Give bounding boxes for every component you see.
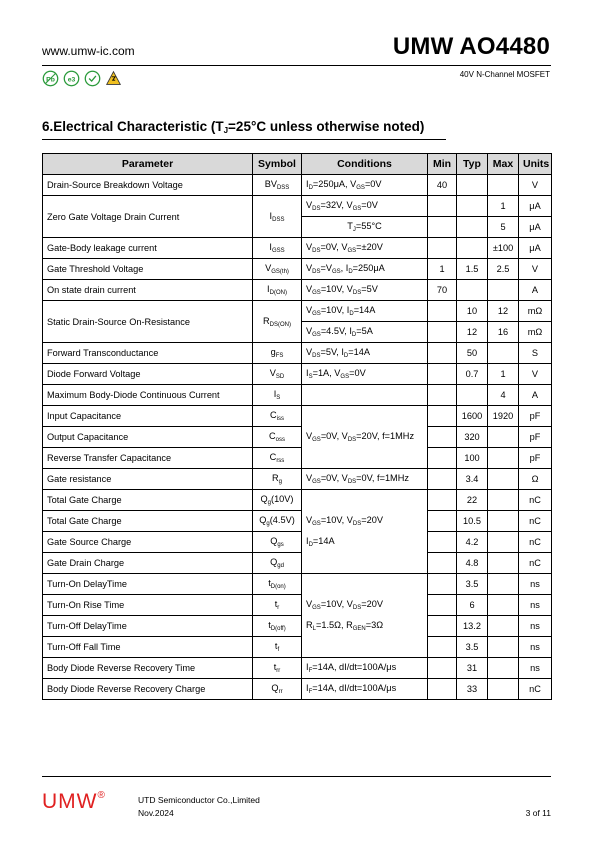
typ-cell: 0.7 bbox=[457, 364, 488, 385]
unit-cell: nC bbox=[519, 532, 552, 553]
typ-cell: 6 bbox=[457, 595, 488, 616]
param-cell: Body Diode Reverse Recovery Time bbox=[43, 658, 253, 679]
typ-cell: 10 bbox=[457, 301, 488, 322]
symbol-cell: $I_{GSS}$ bbox=[253, 238, 302, 259]
typ-cell: 320 bbox=[457, 427, 488, 448]
min-cell bbox=[428, 322, 457, 343]
min-cell bbox=[428, 511, 457, 532]
min-cell bbox=[428, 364, 457, 385]
max-cell bbox=[488, 280, 519, 301]
heading-underline bbox=[42, 139, 446, 140]
condition-cell: $I_S=1A$, $V_{GS}=0V$ bbox=[302, 364, 428, 385]
typ-cell: 33 bbox=[457, 679, 488, 700]
symbol-cell: $I_{D(ON)}$ bbox=[253, 280, 302, 301]
unit-cell: A bbox=[519, 385, 552, 406]
min-cell bbox=[428, 595, 457, 616]
min-cell bbox=[428, 532, 457, 553]
max-cell bbox=[488, 553, 519, 574]
header-max: Max bbox=[488, 154, 519, 175]
min-cell bbox=[428, 490, 457, 511]
unit-cell: ns bbox=[519, 595, 552, 616]
symbol-cell: $I_{DSS}$ bbox=[253, 196, 302, 238]
param-cell: Forward Transconductance bbox=[43, 343, 253, 364]
param-cell: Total Gate Charge bbox=[43, 511, 253, 532]
unit-cell: nC bbox=[519, 490, 552, 511]
max-cell bbox=[488, 679, 519, 700]
symbol-cell: $R_g$ bbox=[253, 469, 302, 490]
param-cell: Gate-Body leakage current bbox=[43, 238, 253, 259]
max-cell: 5 bbox=[488, 217, 519, 238]
min-cell bbox=[428, 469, 457, 490]
unit-cell: ns bbox=[519, 616, 552, 637]
min-cell bbox=[428, 238, 457, 259]
min-cell bbox=[428, 637, 457, 658]
table-row bbox=[43, 406, 552, 427]
unit-cell: μA bbox=[519, 196, 552, 217]
unit-cell: mΩ bbox=[519, 301, 552, 322]
unit-cell: ns bbox=[519, 637, 552, 658]
symbol-cell: $t_r$ bbox=[253, 595, 302, 616]
min-cell bbox=[428, 406, 457, 427]
condition-cell: $V_{GS}=0V$, $V_{DS}=0V$, f=1MHz bbox=[302, 469, 428, 490]
unit-cell: A bbox=[519, 280, 552, 301]
param-cell: On state drain current bbox=[43, 280, 253, 301]
condition-cell: $V_{GS}=0V$, $V_{DS}=20V$, f=1MHz bbox=[302, 406, 428, 469]
condition-cell: $T_J=55^\circ C$ bbox=[302, 217, 428, 238]
symbol-cell: $C_{oss}$ bbox=[253, 427, 302, 448]
unit-cell: pF bbox=[519, 427, 552, 448]
typ-cell: 100 bbox=[457, 448, 488, 469]
table-row bbox=[43, 574, 552, 595]
publication-date: Nov.2024 bbox=[138, 808, 174, 818]
max-cell bbox=[488, 616, 519, 637]
unit-cell: nC bbox=[519, 511, 552, 532]
unit-cell: mΩ bbox=[519, 322, 552, 343]
electrical-characteristics-table bbox=[42, 153, 552, 700]
part-number: UMW AO4480 bbox=[392, 33, 550, 60]
symbol-cell: $BV_{DSS}$ bbox=[253, 175, 302, 196]
typ-cell: 1600 bbox=[457, 406, 488, 427]
svg-text:e3: e3 bbox=[67, 76, 76, 84]
symbol-cell: $Q_{gs}$ bbox=[253, 532, 302, 553]
condition-cell: $V_{GS}=10V$, $V_{DS}=20V$ $R_L=1.5\Omega$, $R_{GEN}=3\Omega$ bbox=[302, 574, 428, 658]
max-cell: 4 bbox=[488, 385, 519, 406]
max-cell: 16 bbox=[488, 322, 519, 343]
table-row bbox=[43, 679, 552, 700]
condition-cell: $V_{DS}=5V$, $I_D=14A$ bbox=[302, 343, 428, 364]
condition-cell: $I_F=14A$, dI/dt=100A/μs bbox=[302, 679, 428, 700]
table-row bbox=[43, 595, 552, 616]
unit-cell: pF bbox=[519, 448, 552, 469]
unit-cell: V bbox=[519, 364, 552, 385]
symbol-cell: $I_S$ bbox=[253, 385, 302, 406]
symbol-cell: $g_{FS}$ bbox=[253, 343, 302, 364]
symbol-cell: $t_f$ bbox=[253, 637, 302, 658]
svg-text:Pb: Pb bbox=[46, 76, 55, 84]
typ-cell bbox=[457, 217, 488, 238]
unit-cell: Ω bbox=[519, 469, 552, 490]
symbol-cell: $t_{D(off)}$ bbox=[253, 616, 302, 637]
param-cell: Reverse Transfer Capacitance bbox=[43, 448, 253, 469]
typ-cell: 10.5 bbox=[457, 511, 488, 532]
company-name: UTD Semiconductor Co.,Limited bbox=[138, 795, 260, 805]
max-cell: 1 bbox=[488, 364, 519, 385]
typ-cell: 3.5 bbox=[457, 574, 488, 595]
pb-free-icon bbox=[42, 70, 59, 87]
symbol-cell: $t_{rr}$ bbox=[253, 658, 302, 679]
typ-cell bbox=[457, 196, 488, 217]
table-row bbox=[43, 175, 552, 196]
unit-cell: pF bbox=[519, 406, 552, 427]
min-cell bbox=[428, 448, 457, 469]
param-cell: Output Capacitance bbox=[43, 427, 253, 448]
symbol-cell: $Q_g(4.5V)$ bbox=[253, 511, 302, 532]
header-min: Min bbox=[428, 154, 457, 175]
max-cell bbox=[488, 427, 519, 448]
header-typ: Typ bbox=[457, 154, 488, 175]
table-row bbox=[43, 301, 552, 322]
table-row bbox=[43, 532, 552, 553]
table-row bbox=[43, 490, 552, 511]
min-cell bbox=[428, 196, 457, 217]
compliance-badges bbox=[42, 70, 122, 87]
rohs-icon bbox=[84, 70, 101, 87]
param-cell: Turn-On DelayTime bbox=[43, 574, 253, 595]
max-cell bbox=[488, 595, 519, 616]
max-cell bbox=[488, 511, 519, 532]
typ-cell: 22 bbox=[457, 490, 488, 511]
param-cell: Static Drain-Source On-Resistance bbox=[43, 301, 253, 343]
max-cell: 1920 bbox=[488, 406, 519, 427]
table-row bbox=[43, 616, 552, 637]
table-row bbox=[43, 196, 552, 217]
max-cell: 1 bbox=[488, 196, 519, 217]
typ-cell: 3.4 bbox=[457, 469, 488, 490]
table-header-row bbox=[43, 154, 552, 175]
symbol-cell: $Q_{rr}$ bbox=[253, 679, 302, 700]
condition-cell: $I_D=250\mu A$, $V_{GS}=0V$ bbox=[302, 175, 428, 196]
condition-cell: $V_{GS}=10V$, $I_D=14A$ bbox=[302, 301, 428, 322]
table-row bbox=[43, 280, 552, 301]
param-cell: Gate Source Charge bbox=[43, 532, 253, 553]
min-cell bbox=[428, 427, 457, 448]
param-cell: Diode Forward Voltage bbox=[43, 364, 253, 385]
condition-cell: $V_{GS}=10V$, $V_{DS}=20V$ $I_D=14A$ bbox=[302, 490, 428, 574]
max-cell: 2.5 bbox=[488, 259, 519, 280]
param-cell: Zero Gate Voltage Drain Current bbox=[43, 196, 253, 238]
condition-cell: $V_{DS}=0V$, $V_{GS}=\pm 20V$ bbox=[302, 238, 428, 259]
unit-cell: ns bbox=[519, 574, 552, 595]
typ-cell bbox=[457, 280, 488, 301]
table-row bbox=[43, 385, 552, 406]
min-cell bbox=[428, 616, 457, 637]
device-subtitle: 40V N-Channel MOSFET bbox=[459, 70, 550, 79]
condition-cell: $I_F=14A$, dI/dt=100A/μs bbox=[302, 658, 428, 679]
max-cell bbox=[488, 175, 519, 196]
table-row bbox=[43, 553, 552, 574]
param-cell: Body Diode Reverse Recovery Charge bbox=[43, 679, 253, 700]
symbol-cell: $C_{rss}$ bbox=[253, 448, 302, 469]
min-cell: 70 bbox=[428, 280, 457, 301]
typ-cell: 4.2 bbox=[457, 532, 488, 553]
param-cell: Turn-Off Fall Time bbox=[43, 637, 253, 658]
param-cell: Input Capacitance bbox=[43, 406, 253, 427]
min-cell: 1 bbox=[428, 259, 457, 280]
table-row bbox=[43, 364, 552, 385]
param-cell: Maximum Body-Diode Continuous Current bbox=[43, 385, 253, 406]
typ-cell: 12 bbox=[457, 322, 488, 343]
param-cell: Total Gate Charge bbox=[43, 490, 253, 511]
symbol-cell: $R_{DS(ON)}$ bbox=[253, 301, 302, 343]
typ-cell: 3.5 bbox=[457, 637, 488, 658]
min-cell bbox=[428, 343, 457, 364]
param-cell: Turn-On Rise Time bbox=[43, 595, 253, 616]
table-row bbox=[43, 637, 552, 658]
param-cell: Turn-Off DelayTime bbox=[43, 616, 253, 637]
typ-cell bbox=[457, 385, 488, 406]
typ-cell: 50 bbox=[457, 343, 488, 364]
header-conditions: Conditions bbox=[302, 154, 428, 175]
symbol-cell: $Q_{gd}$ bbox=[253, 553, 302, 574]
min-cell bbox=[428, 658, 457, 679]
condition-cell bbox=[302, 385, 428, 406]
website-url: www.umw-ic.com bbox=[42, 44, 135, 58]
table-row bbox=[43, 469, 552, 490]
header-units: Units bbox=[519, 154, 552, 175]
typ-cell bbox=[457, 238, 488, 259]
unit-cell: nC bbox=[519, 553, 552, 574]
min-cell bbox=[428, 217, 457, 238]
param-cell: Gate Threshold Voltage bbox=[43, 259, 253, 280]
umw-logo: UMW® bbox=[42, 790, 106, 813]
page-number: 3 of 11 bbox=[525, 808, 551, 818]
table-row bbox=[43, 343, 552, 364]
unit-cell: μA bbox=[519, 238, 552, 259]
unit-cell: V bbox=[519, 175, 552, 196]
symbol-cell: $t_{D(on)}$ bbox=[253, 574, 302, 595]
table-row bbox=[43, 448, 552, 469]
typ-cell: 1.5 bbox=[457, 259, 488, 280]
condition-cell: $V_{GS}=4.5V$, $I_D=5A$ bbox=[302, 322, 428, 343]
min-cell bbox=[428, 553, 457, 574]
e3-icon bbox=[63, 70, 80, 87]
footer-divider bbox=[42, 776, 551, 777]
table-row bbox=[43, 427, 552, 448]
max-cell bbox=[488, 637, 519, 658]
typ-cell: 31 bbox=[457, 658, 488, 679]
condition-cell: $V_{GS}=10V$, $V_{DS}=5V$ bbox=[302, 280, 428, 301]
condition-cell: $V_{DS}=32V$, $V_{GS}=0V$ bbox=[302, 196, 428, 217]
symbol-cell: $Q_g(10V)$ bbox=[253, 490, 302, 511]
section-heading: 6.Electrical Characteristic ($T_J=25^\circ C$ unless otherwise noted) bbox=[42, 119, 425, 135]
max-cell: ±100 bbox=[488, 238, 519, 259]
param-cell: Gate Drain Charge bbox=[43, 553, 253, 574]
min-cell: 40 bbox=[428, 175, 457, 196]
unit-cell: μA bbox=[519, 217, 552, 238]
symbol-cell: $V_{SD}$ bbox=[253, 364, 302, 385]
min-cell bbox=[428, 574, 457, 595]
typ-cell: 13.2 bbox=[457, 616, 488, 637]
max-cell bbox=[488, 448, 519, 469]
max-cell bbox=[488, 658, 519, 679]
table-row bbox=[43, 238, 552, 259]
max-cell bbox=[488, 532, 519, 553]
table-row bbox=[43, 658, 552, 679]
min-cell bbox=[428, 679, 457, 700]
unit-cell: ns bbox=[519, 658, 552, 679]
condition-cell: $V_{DS}=V_{GS}$, $I_D=250\mu A$ bbox=[302, 259, 428, 280]
param-cell: Drain-Source Breakdown Voltage bbox=[43, 175, 253, 196]
header-parameter: Parameter bbox=[43, 154, 253, 175]
symbol-cell: $V_{GS(th)}$ bbox=[253, 259, 302, 280]
unit-cell: nC bbox=[519, 679, 552, 700]
max-cell bbox=[488, 469, 519, 490]
unit-cell: S bbox=[519, 343, 552, 364]
min-cell bbox=[428, 301, 457, 322]
max-cell bbox=[488, 343, 519, 364]
typ-cell bbox=[457, 175, 488, 196]
min-cell bbox=[428, 385, 457, 406]
max-cell: 12 bbox=[488, 301, 519, 322]
table-row bbox=[43, 259, 552, 280]
header-divider bbox=[42, 65, 551, 66]
max-cell bbox=[488, 490, 519, 511]
header-symbol: Symbol bbox=[253, 154, 302, 175]
max-cell bbox=[488, 574, 519, 595]
param-cell: Gate resistance bbox=[43, 469, 253, 490]
unit-cell: V bbox=[519, 259, 552, 280]
symbol-cell: $C_{iss}$ bbox=[253, 406, 302, 427]
esd-icon bbox=[105, 70, 122, 87]
table-row bbox=[43, 511, 552, 532]
typ-cell: 4.8 bbox=[457, 553, 488, 574]
